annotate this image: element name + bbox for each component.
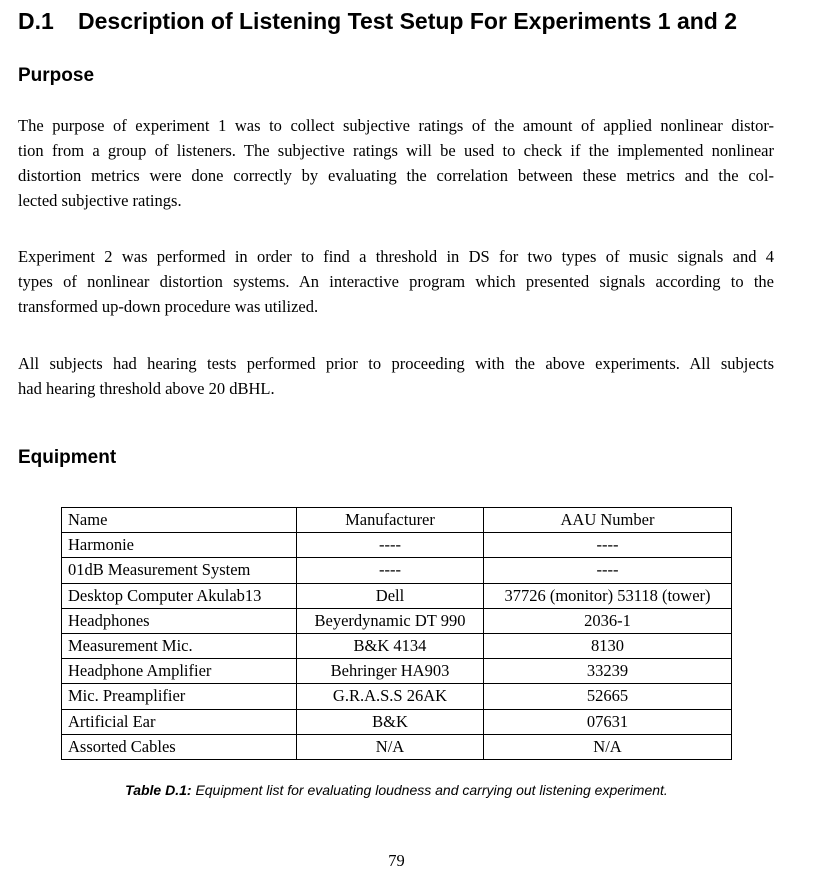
table-caption-text: Equipment list for evaluating loudness and carrying out listening experiment. bbox=[195, 782, 668, 798]
cell-aau-number: 2036-1 bbox=[484, 608, 732, 633]
cell-aau-number: ---- bbox=[484, 558, 732, 583]
cell-aau-number: ---- bbox=[484, 533, 732, 558]
paragraph-line: lected subjective ratings. bbox=[18, 191, 182, 210]
table-row bbox=[62, 633, 732, 658]
paragraph-line: had hearing threshold above 20 dBHL. bbox=[18, 379, 275, 398]
table-row bbox=[62, 558, 732, 583]
column-header-aau-number: AAU Number bbox=[484, 508, 732, 533]
table-header-row bbox=[62, 508, 732, 533]
cell-name: Mic. Preamplifier bbox=[62, 684, 297, 709]
cell-aau-number: 37726 (monitor) 53118 (tower) bbox=[484, 583, 732, 608]
table-caption bbox=[0, 781, 793, 799]
cell-aau-number: N/A bbox=[484, 734, 732, 759]
paragraph-line: tion from a group of listeners. The subjective ratings will be used to check if the implemented nonlinear bbox=[18, 141, 774, 160]
paragraph-line: Experiment 2 was performed in order to find a threshold in DS for two types of music signals and 4 bbox=[18, 247, 774, 266]
paragraph-line: All subjects had hearing tests performed prior to proceeding with the above experiments. All subjects bbox=[18, 354, 774, 373]
cell-name: Headphone Amplifier bbox=[62, 659, 297, 684]
cell-aau-number: 52665 bbox=[484, 684, 732, 709]
page-number: 79 bbox=[388, 851, 405, 870]
purpose-paragraph-2 bbox=[18, 244, 774, 319]
paragraph-line: The purpose of experiment 1 was to collect subjective ratings of the amount of applied nonlinear distor- bbox=[18, 116, 774, 135]
cell-aau-number: 07631 bbox=[484, 709, 732, 734]
cell-name: Measurement Mic. bbox=[62, 633, 297, 658]
table-row bbox=[62, 734, 732, 759]
section-number: D.1 bbox=[18, 8, 54, 34]
cell-manufacturer: G.R.A.S.S 26AK bbox=[297, 684, 484, 709]
equipment-table bbox=[61, 507, 732, 760]
paragraph-line: transformed up-down procedure was utilized. bbox=[18, 297, 319, 316]
column-header-name: Name bbox=[62, 508, 297, 533]
table-row bbox=[62, 709, 732, 734]
cell-manufacturer: ---- bbox=[297, 533, 484, 558]
column-header-manufacturer: Manufacturer bbox=[297, 508, 484, 533]
cell-manufacturer: ---- bbox=[297, 558, 484, 583]
cell-manufacturer: N/A bbox=[297, 734, 484, 759]
paragraph-line: types of nonlinear distortion systems. An interactive program which presented signals according to the bbox=[18, 272, 774, 291]
table-row bbox=[62, 533, 732, 558]
cell-name: 01dB Measurement System bbox=[62, 558, 297, 583]
cell-manufacturer: Beyerdynamic DT 990 bbox=[297, 608, 484, 633]
equipment-heading: Equipment bbox=[18, 447, 117, 468]
cell-manufacturer: Dell bbox=[297, 583, 484, 608]
table-row bbox=[62, 608, 732, 633]
cell-manufacturer: B&K bbox=[297, 709, 484, 734]
cell-name: Artificial Ear bbox=[62, 709, 297, 734]
table-row bbox=[62, 583, 732, 608]
table-row bbox=[62, 659, 732, 684]
cell-manufacturer: Behringer HA903 bbox=[297, 659, 484, 684]
purpose-paragraph-3 bbox=[18, 351, 774, 401]
purpose-heading: Purpose bbox=[18, 65, 95, 86]
cell-name: Harmonie bbox=[62, 533, 297, 558]
cell-aau-number: 33239 bbox=[484, 659, 732, 684]
section-title: Description of Listening Test Setup For Experiments 1 and 2 bbox=[78, 8, 738, 34]
cell-name: Headphones bbox=[62, 608, 297, 633]
purpose-paragraph-1 bbox=[18, 113, 774, 213]
cell-name: Assorted Cables bbox=[62, 734, 297, 759]
table-caption-label: Table D.1: bbox=[125, 782, 192, 798]
cell-manufacturer: B&K 4134 bbox=[297, 633, 484, 658]
section-heading bbox=[18, 6, 737, 36]
table-row bbox=[62, 684, 732, 709]
cell-aau-number: 8130 bbox=[484, 633, 732, 658]
paragraph-line: distortion metrics were done correctly by evaluating the correlation between these metrics and the col- bbox=[18, 166, 774, 185]
cell-name: Desktop Computer Akulab13 bbox=[62, 583, 297, 608]
